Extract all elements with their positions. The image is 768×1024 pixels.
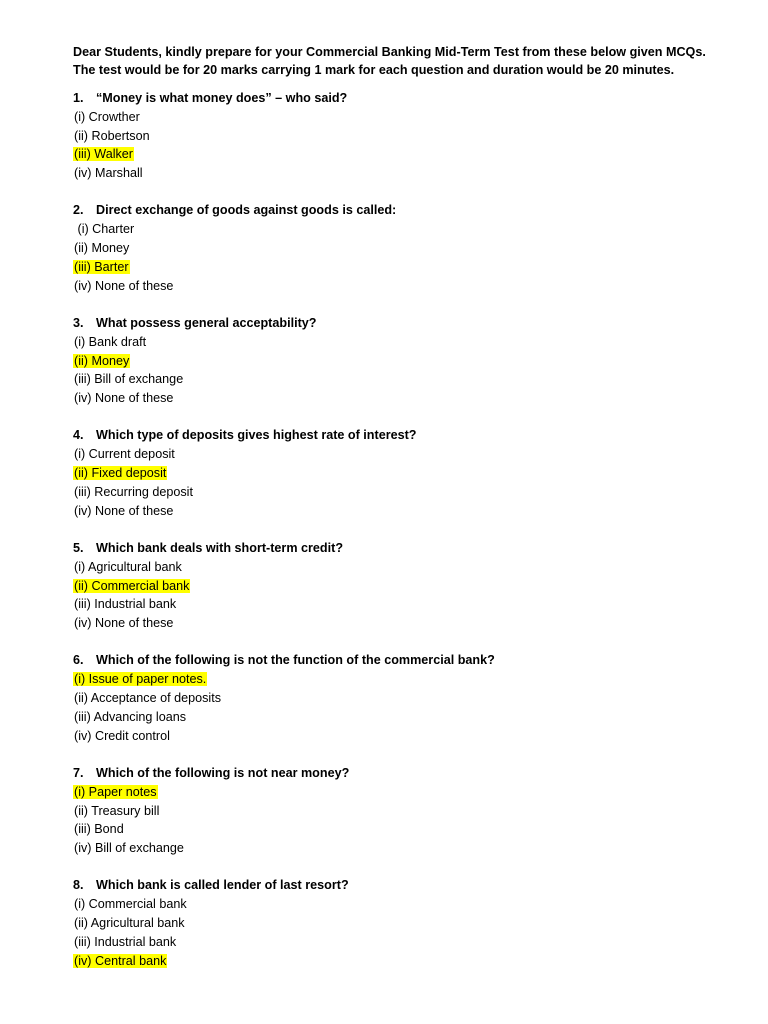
option — [73, 914, 753, 933]
option-label: (iv) None of these — [74, 616, 174, 631]
question-title — [73, 876, 753, 895]
question-number: 3. — [73, 315, 84, 330]
question-title — [73, 426, 753, 445]
option — [73, 727, 753, 746]
option-label: (ii) Acceptance of deposits — [74, 691, 222, 706]
option-label: (ii) Robertson — [74, 128, 150, 143]
option-correct-highlighted — [73, 352, 753, 371]
option-correct-highlighted — [73, 952, 753, 971]
question-block — [73, 651, 753, 745]
question-number: 5. — [73, 540, 84, 555]
option — [73, 164, 753, 183]
question-block — [73, 426, 753, 520]
question-number: 1. — [73, 91, 84, 105]
question-text: “Money is what money does” – who said? — [96, 91, 348, 105]
option — [73, 614, 753, 633]
option-correct-highlighted — [73, 670, 753, 689]
intro-line-1: Dear Students, kindly prepare for your Commercial Banking Mid-Term Test from these below given MCQs. — [73, 45, 706, 59]
option-label: (i) Issue of paper notes. — [74, 672, 207, 687]
option-label: (i) Crowther — [74, 109, 140, 124]
option-label: (ii) Agricultural bank — [74, 915, 185, 930]
question-text: Direct exchange of goods against goods is called: — [96, 203, 397, 218]
option-label: (ii) Commercial bank — [74, 578, 190, 593]
question-text: Which bank deals with short-term credit? — [96, 540, 344, 555]
question-number: 8. — [73, 878, 84, 893]
question-block — [73, 876, 753, 970]
option-label: (iv) None of these — [74, 278, 174, 293]
question-title — [73, 539, 753, 558]
option — [73, 220, 753, 239]
question-number: 2. — [73, 203, 84, 218]
option-label: (iv) Credit control — [74, 728, 170, 743]
option — [73, 802, 753, 821]
option-correct-highlighted — [73, 145, 753, 164]
option — [73, 558, 753, 577]
question-list — [73, 89, 753, 970]
question-block — [73, 201, 753, 295]
option — [73, 595, 753, 614]
option-label: (iii) Barter — [74, 259, 129, 274]
option-label: (ii) Fixed deposit — [74, 466, 167, 481]
question-title — [73, 651, 753, 670]
option-label: (iii) Bill of exchange — [74, 372, 184, 387]
question-number: 4. — [73, 428, 84, 443]
question-text: Which of the following is not the function of the commercial bank? — [96, 653, 495, 668]
option-label: (iv) None of these — [74, 503, 174, 518]
option-label: (i) Current deposit — [74, 447, 175, 462]
option — [73, 708, 753, 727]
option — [73, 108, 753, 127]
option-label: (i) Agricultural bank — [74, 559, 182, 574]
option — [73, 277, 753, 296]
option-label: (iii) Industrial bank — [74, 934, 177, 949]
question-text: Which of the following is not near money? — [96, 765, 350, 780]
question-block — [73, 764, 753, 858]
question-title — [73, 201, 753, 220]
option-label: (iv) Marshall — [74, 166, 143, 181]
option-label: (ii) Money — [74, 353, 130, 368]
question-block — [73, 314, 753, 408]
option-label: (ii) Money — [74, 241, 130, 256]
option — [73, 933, 753, 952]
option-label: (iii) Bond — [74, 822, 124, 837]
question-text: What possess general acceptability? — [96, 315, 317, 330]
option — [73, 127, 753, 146]
option-label: (iv) Bill of exchange — [74, 841, 184, 856]
option-correct-highlighted — [73, 783, 753, 802]
option — [73, 820, 753, 839]
option — [73, 839, 753, 858]
intro-line-2: The test would be for 20 marks carrying 1 mark for each question and duration would be 20 minutes. — [73, 63, 675, 77]
document-page — [73, 43, 753, 989]
question-title — [73, 89, 753, 108]
option-correct-highlighted — [73, 258, 753, 277]
option-correct-highlighted — [73, 464, 753, 483]
option-label: (iii) Industrial bank — [74, 597, 177, 612]
intro-paragraph — [73, 43, 753, 79]
option-label: (ii) Treasury bill — [74, 803, 160, 818]
question-number: 7. — [73, 765, 84, 780]
option — [73, 389, 753, 408]
option — [73, 239, 753, 258]
option-label: (i) Bank draft — [74, 334, 147, 349]
question-block — [73, 89, 753, 183]
option-label: (iii) Advancing loans — [74, 709, 187, 724]
question-number: 6. — [73, 653, 84, 668]
option — [73, 370, 753, 389]
question-block — [73, 539, 753, 633]
option-label: (iii) Recurring deposit — [74, 484, 193, 499]
option-correct-highlighted — [73, 577, 753, 596]
option-label: (i) Commercial bank — [74, 897, 187, 912]
option-label: (iv) None of these — [74, 391, 174, 406]
option — [73, 333, 753, 352]
question-text: Which bank is called lender of last resort? — [96, 878, 349, 893]
option-label: (i) Paper notes — [74, 784, 157, 799]
option — [73, 502, 753, 521]
option — [73, 895, 753, 914]
option-label: (i) Charter — [74, 222, 135, 237]
option-label: (iv) Central bank — [74, 953, 167, 968]
question-title — [73, 314, 753, 333]
question-text: Which type of deposits gives highest rate of interest? — [96, 428, 417, 443]
option — [73, 689, 753, 708]
option — [73, 483, 753, 502]
question-title — [73, 764, 753, 783]
option — [73, 445, 753, 464]
option-label: (iii) Walker — [74, 147, 133, 162]
